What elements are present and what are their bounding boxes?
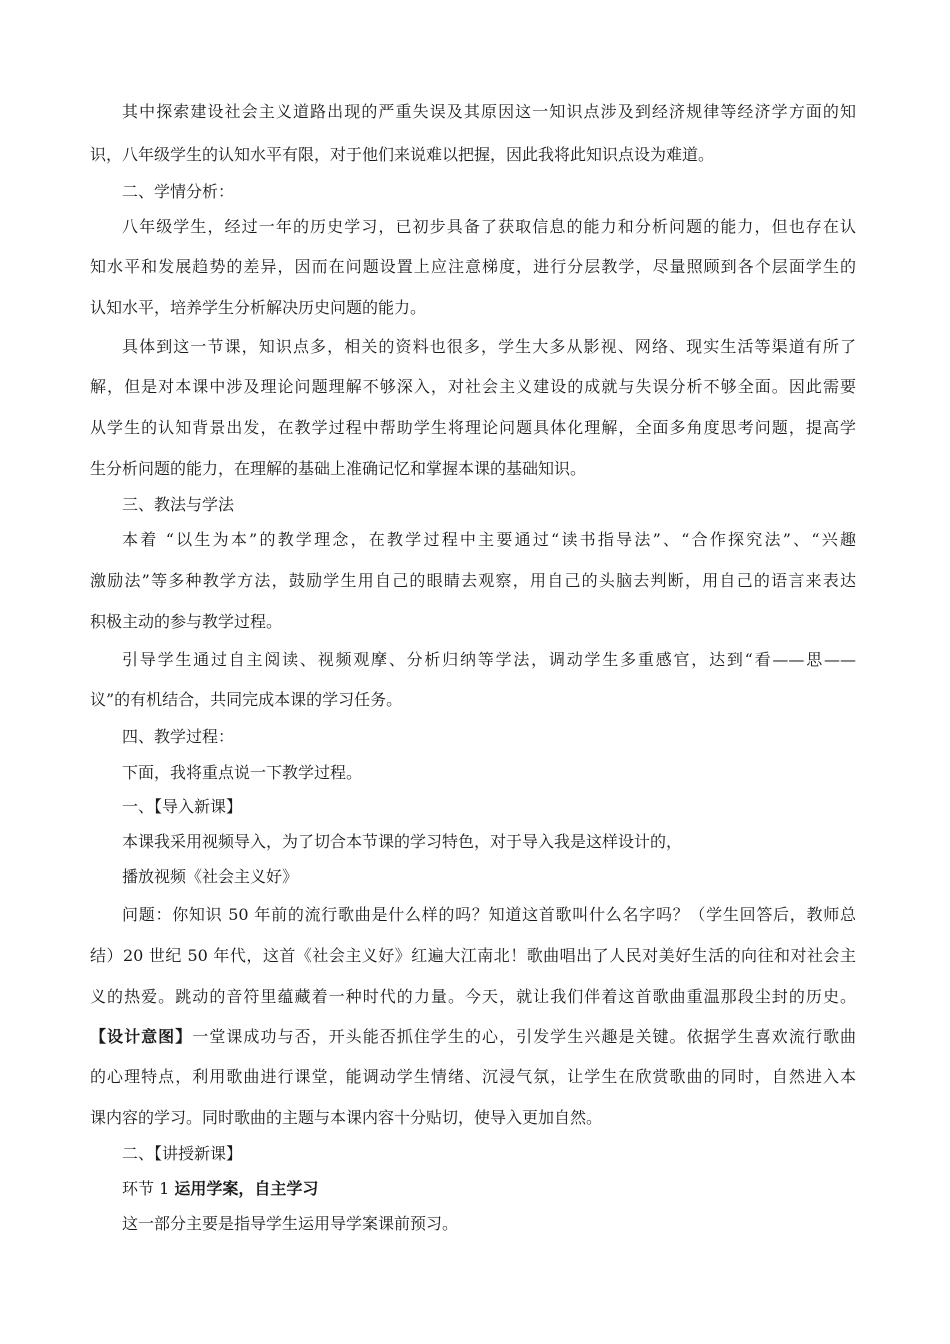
step-title: 运用学案，自主学习 [174, 1179, 319, 1198]
paragraph-line [122, 1179, 318, 1199]
paragraph-line: 这一部分主要是指导学生运用导学案课前预习。 [122, 1214, 459, 1233]
paragraph-line: 激励法”等多种教学方法，鼓励学生用自己的眼睛去观察，用自己的头脑去判断，用自己的语言来表达 [90, 571, 856, 590]
paragraph-line: 八年级学生，经过一年的历史学习，已初步具备了获取信息的能力和分析问题的能力，但也存在认 [122, 217, 856, 236]
paragraph-line: 知水平和发展趋势的差异，因而在问题设置上应注意梯度，进行分层教学，尽量照顾到各个层面学生的 [90, 257, 856, 276]
paragraph-line: 课内容的学习。同时歌曲的主题与本课内容十分贴切，使导入更加自然。 [90, 1108, 603, 1127]
section-heading: 三、教法与学法 [122, 495, 235, 514]
paragraph-line: 其中探索建设社会主义道路出现的严重失误及其原因这一知识点涉及到经济规律等经济学方面的知 [122, 102, 856, 121]
paragraph-line: 议”的有机结合，共同完成本课的学习任务。 [90, 690, 403, 709]
paragraph-line: 的心理特点，利用歌曲进行课堂，能调动学生情绪、沉浸气氛，让学生在欣赏歌曲的同时，自然进入本 [90, 1067, 856, 1086]
paragraph-line: 识，八年级学生的认知水平有限，对于他们来说难以把握，因此我将此知识点设为难道。 [90, 145, 715, 164]
paragraph-text: 一堂课成功与否，开头能否抓住学生的心，引发学生兴趣是关键。依据学生喜欢流行歌曲 [192, 1027, 856, 1046]
paragraph-line: 本着 “以生为本”的教学理念，在教学过程中主要通过“读书指导法”、“合作探究法”、“兴趣 [122, 530, 856, 549]
paragraph-line: 问题：你知识 50 年前的流行歌曲是什么样的吗？知道这首歌叫什么名字吗？（学生回答后，教师总 [122, 905, 856, 924]
paragraph-line: 本课我采用视频导入，为了切合本节课的学习特色，对于导入我是这样设计的， [122, 832, 683, 851]
paragraph-line: 解，但是对本课中涉及理论问题理解不够深入，对社会主义建设的成就与失误分析不够全面。因此需要 [90, 377, 856, 396]
paragraph-line: 认知水平，培养学生分析解决历史问题的能力。 [90, 298, 427, 317]
subsection-heading: 二、【讲授新课】 [122, 1144, 243, 1163]
paragraph-line: 引导学生通过自主阅读、视频观摩、分析归纳等学法，调动学生多重感官，达到“看——思—— [122, 650, 856, 669]
paragraph-line: 结）20 世纪 50 年代，这首《社会主义好》红遍大江南北！歌曲唱出了人民对美好生活的向往和对社会主 [90, 946, 856, 965]
paragraph-line: 下面，我将重点说一下教学过程。 [122, 763, 363, 782]
step-prefix: 环节 1 [122, 1179, 175, 1198]
subsection-heading: 一、【导入新课】 [122, 797, 243, 816]
paragraph-line: 义的热爱。跳动的音符里蕴藏着一种时代的力量。今天，就让我们伴着这首歌曲重温那段尘封的历史。 [90, 987, 856, 1006]
paragraph-line: 积极主动的参与教学过程。 [90, 612, 283, 631]
section-heading: 四、教学过程： [122, 727, 235, 746]
paragraph-line: 生分析问题的能力，在理解的基础上准确记忆和掌握本课的基础知识。 [90, 459, 587, 478]
paragraph-line [90, 1027, 856, 1047]
paragraph-line: 播放视频《社会主义好》 [122, 867, 299, 886]
section-heading: 二、学情分析： [122, 182, 235, 201]
design-intent-label: 【设计意图】 [90, 1027, 193, 1046]
paragraph-line: 具体到这一节课，知识点多，相关的资料也很多，学生大多从影视、网络、现实生活等渠道有所了 [122, 337, 856, 356]
paragraph-line: 从学生的认知背景出发，在教学过程中帮助学生将理论问题具体化理解，全面多角度思考问题，提高学 [90, 418, 856, 437]
